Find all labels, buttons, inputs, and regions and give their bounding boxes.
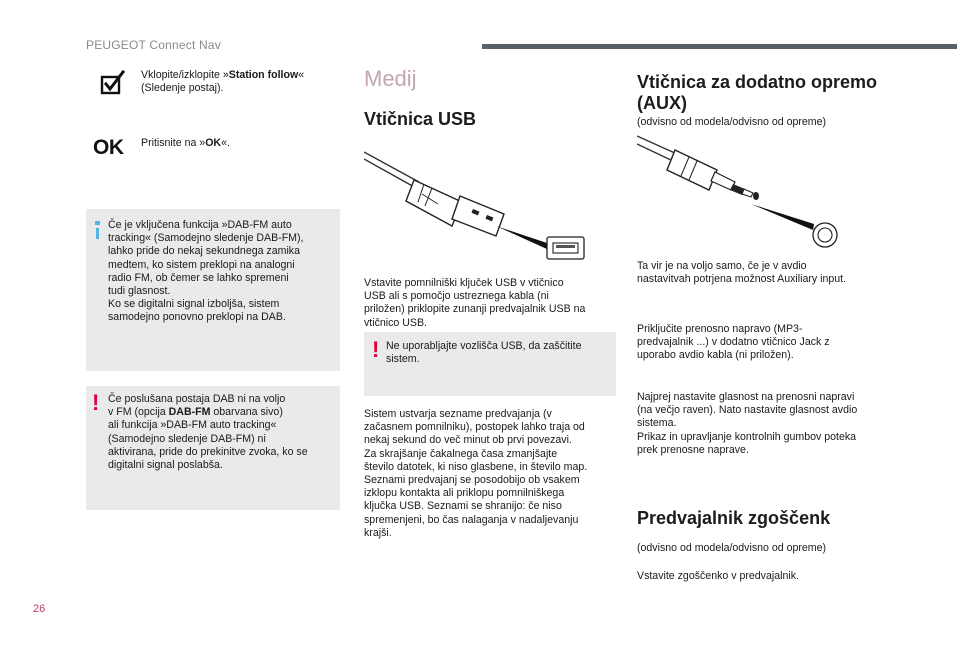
cd-para: Vstavite zgoščenko v predvajalnik.: [637, 570, 799, 582]
aux-para-2: Priključite prenosno napravo (MP3- predvajalnik ...) v dodatno vtičnico Jack z uporabo avdio kabla (ni priložen).: [637, 323, 830, 362]
usb-warning-text: Ne uporabljajte vozlišča USB, da zaščitite sistem.: [386, 340, 582, 366]
usb-warning-icon: !: [372, 337, 380, 362]
station-follow-text: Vklopite/izklopite »Station follow« (Sledenje postaj).: [141, 69, 305, 95]
usb-heading: Vtičnica USB: [364, 109, 477, 129]
aux-note: (odvisno od modela/odvisno od opreme): [637, 116, 827, 128]
page-number: 26: [33, 603, 46, 615]
ok-text: Pritisnite na »OK«.: [141, 137, 230, 149]
aux-para-3: Najprej nastavite glasnost na prenosni napravi (na večjo raven). Nato nastavite glasnost avdio sistema. Prikaz in upravljanje kontrolnih gumbov poteka prek prenosne naprave.: [637, 391, 858, 456]
checkbox-check-icon: [98, 70, 126, 96]
header-rule: [482, 44, 957, 49]
warning-icon: !: [92, 390, 100, 415]
usb-para-1: Vstavite pomnilniški ključek USB v vtičnico USB ali s pomočjo ustreznega kabla (ni priložen) priklopite zunanji predvajalnik USB na vtičnico USB.: [364, 277, 586, 329]
section-title: Medij: [364, 66, 417, 91]
info-icon: [95, 221, 100, 225]
ok-icon: OK: [93, 136, 124, 159]
aux-heading: Vtičnica za dodatno opremo (AUX): [637, 72, 878, 113]
aux-para-1: Ta vir je na voljo samo, če je v avdio nastavitvah potrjena možnost Auxiliary input.: [637, 260, 847, 286]
jack-plug-illustration: [637, 132, 847, 250]
usb-plug-illustration: [364, 146, 594, 262]
document-header-title: PEUGEOT Connect Nav: [86, 38, 221, 52]
info-note-text: Če je vključena funkcija »DAB-FM auto tracking« (Samodejno sledenje DAB-FM), lahko pride do nekaj sekundnega zamika medtem, ko sistem preklopi na analogni radio FM, ob čemer se lahko spremeni tudi glasnost. Ko se digitalni signal izboljša, sistem samodejno ponovno preklopi na DAB.: [108, 219, 304, 324]
cd-heading: Predvajalnik zgoščenk: [637, 508, 831, 528]
usb-para-2: Sistem ustvarja sezname predvajanja (v začasnem pomnilniku), postopek lahko traja od nekaj sekund do več minut ob prvi povezavi. Za skrajšanje čakalnega časa zmanjšajte število datotek, ki niso glasbene, in število map. Seznami predvajanj se posodobijo ob vsakem izklopu kontakta ali priklopu pomnilniškega ključka USB. Seznami se shranijo: če niso spremenjeni, bo čas nalaganja v nadaljevanju krajši.: [364, 408, 588, 539]
cd-note: (odvisno od modela/odvisno od opreme): [637, 542, 827, 554]
info-bar: [96, 228, 99, 239]
warning-note-text: Če poslušana postaja DAB ni na voljo v FM (opcija DAB-FM obarvana sivo) ali funkcija »DAB-FM auto tracking« (Samodejno sledenje DAB-FM) ni aktivirana, pride do prekinitve zvoka, ko se digitalni signal poslabša.: [108, 393, 308, 472]
